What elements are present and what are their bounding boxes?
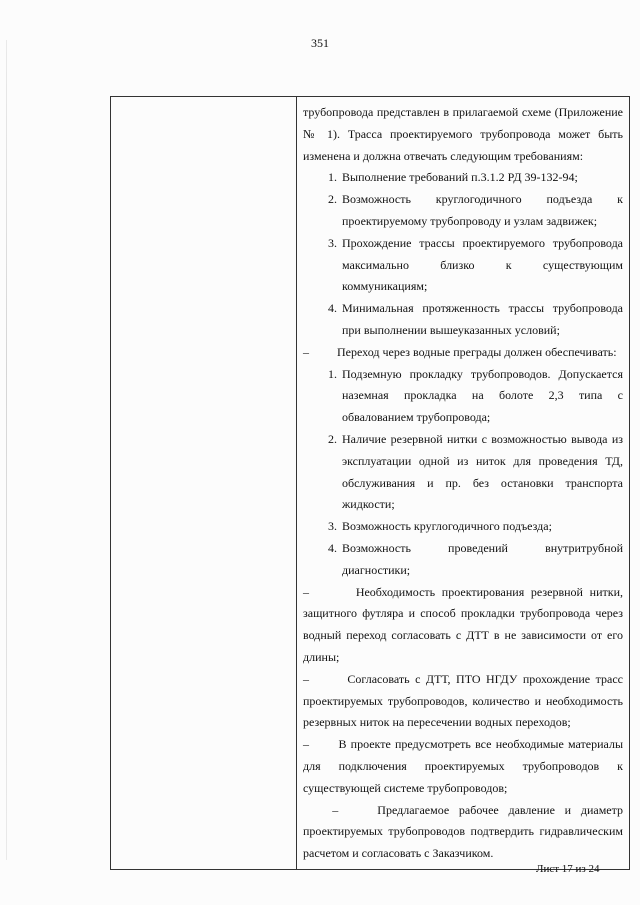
list-item-text: Возможность круглогодичного подъезда;: [342, 519, 552, 534]
list-item: [303, 516, 623, 538]
paragraph-route-agreement: – Согласовать с ДТТ, ПТО НГДУ прохождение трасс проектируемых трубопроводов, количество и необходимость резервных ниток на пересечении водных переходов;: [303, 671, 626, 730]
list-item-number: 1.: [328, 170, 337, 185]
table-left-column: [111, 97, 297, 869]
water-crossing-heading-text: Переход через водные преграды должен обеспечивать:: [337, 344, 617, 359]
intro-paragraph: трубопровода представлен в прилагаемой схеме (Приложение № 1). Трасса проектируемого трубопровода может быть изменена и должна отвечать следующим требованиям:: [303, 105, 623, 163]
list-item: [303, 364, 623, 429]
list-item-number: 4.: [328, 301, 337, 316]
list-item-number: 2.: [328, 192, 337, 207]
list-item-text: Подземную прокладку трубопроводов. Допускается наземная прокладка на болоте 2,3 типа с обвалованием трубопровода;: [342, 366, 623, 425]
list-item-text: Выполнение требований п.3.1.2 РД 39-132-94;: [342, 170, 578, 185]
list-item-number: 4.: [328, 540, 337, 555]
list-item-number: 1.: [328, 366, 337, 381]
requirements-list: [303, 167, 623, 341]
list-item: [303, 538, 623, 582]
list-item: [303, 233, 623, 298]
list-item: [303, 189, 623, 233]
list-item-text: Прохождение трассы проектируемого трубопровода максимально близко к существующим коммуникациям;: [342, 235, 623, 294]
page-number: 351: [311, 36, 329, 50]
paragraph-reserve-line: – Необходимость проектирования резервной нитки, защитного футляра и способ прокладки трубопровода через водный переход согласовать с ДТТ в не зависимости от его длины;: [303, 584, 626, 664]
dash-marker: –: [303, 344, 309, 359]
list-item-text: Минимальная протяженность трассы трубопровода при выполнении вышеуказанных условий;: [342, 301, 623, 337]
document-table: [110, 96, 630, 870]
paragraph-pressure: – Предлагаемое рабочее давление и диаметр проектируемых трубопроводов подтвердить гидравлическим расчетом и согласовать с Заказчиком.: [303, 802, 627, 861]
paragraph-connection-materials: – В проекте предусмотреть все необходимые материалы для подключения проектируемых трубопроводов к существующей системе трубопроводов;: [303, 737, 626, 795]
table-right-column: [297, 97, 629, 869]
list-item-text: Возможность проведений внутритрубной диагностики;: [342, 540, 623, 577]
list-item-number: 3.: [328, 235, 337, 250]
list-item: [303, 167, 623, 189]
list-item-number: 2.: [328, 431, 337, 446]
list-item-text: Наличие резервной нитки с возможностью вывода из эксплуатации одной из ниток для проведения ТД, обслуживания и пр. без остановки транспорта жидкости;: [342, 431, 623, 512]
list-item: [303, 429, 623, 516]
water-crossing-heading: [303, 342, 623, 364]
sheet-label: Лист 17 из 24: [536, 863, 600, 875]
water-crossing-list: [303, 364, 623, 582]
list-item-text: Возможность круглогодичного подъезда к проектируемому трубопроводу и узлам задвижек;: [342, 192, 623, 228]
list-item: [303, 298, 623, 342]
list-item-number: 3.: [328, 519, 337, 534]
scan-edge: [6, 40, 7, 860]
